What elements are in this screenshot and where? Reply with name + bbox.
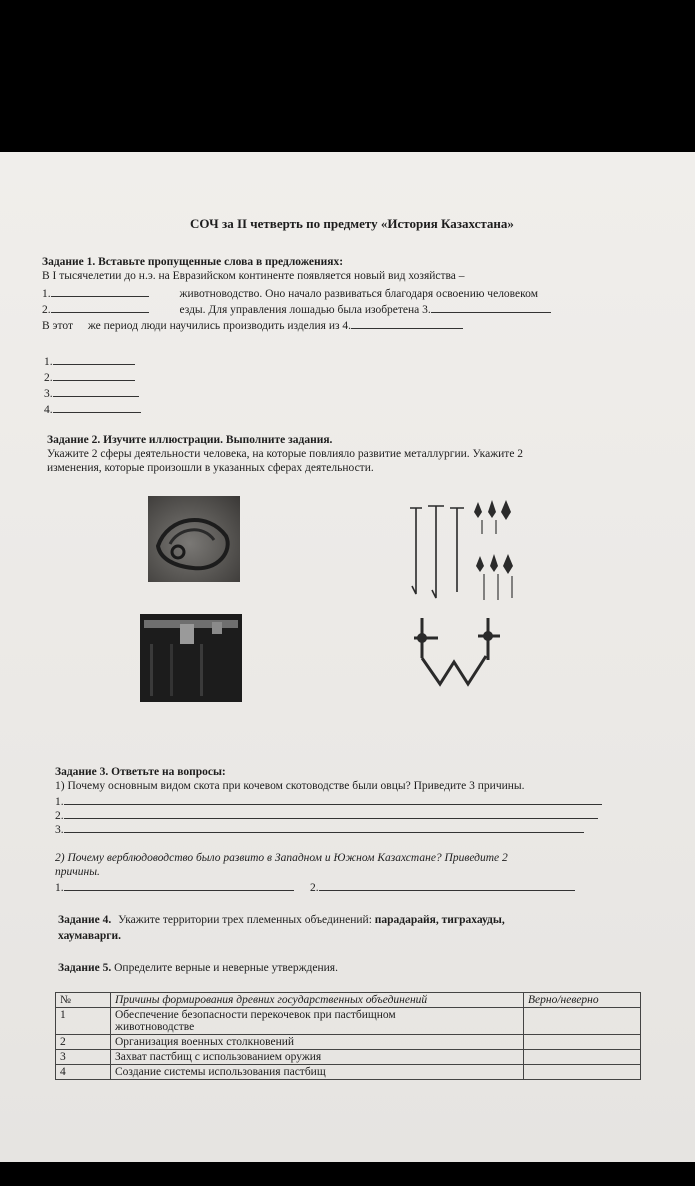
blank-3[interactable] — [431, 302, 551, 313]
q1-num-1: 1. — [55, 796, 64, 808]
answer-line-3 — [44, 386, 139, 400]
answer-num-2: 2. — [44, 372, 53, 384]
q1-blank-3[interactable] — [64, 822, 584, 833]
task1-line4-b: же период люди научились производить изделия из 4. — [87, 320, 352, 332]
row-num: 4 — [56, 1065, 111, 1080]
blank-label-1: 1. — [42, 288, 51, 300]
metal-artifact-icon — [140, 614, 242, 702]
task3-q2-answer-2 — [310, 880, 575, 894]
answer-line-1 — [44, 354, 135, 368]
worksheet-page — [0, 152, 695, 1162]
header-num: № — [56, 993, 111, 1008]
task1-line3-text: езды. Для управления лошадью была изобретена 3. — [179, 304, 431, 316]
blank-1[interactable] — [51, 286, 149, 297]
task4-names: парадарайя, тиграхауды, — [374, 914, 505, 926]
task1-line3 — [42, 302, 551, 316]
illustration-dark-photo — [140, 614, 242, 702]
row-num: 2 — [56, 1035, 111, 1050]
task4-line1 — [58, 914, 505, 926]
answer-num-1: 1. — [44, 356, 53, 368]
task4-text: Укажите территории трех племенных объединений: — [118, 914, 372, 926]
task2-line1: Укажите 2 сферы деятельности человека, на которые повлияло развитие металлургии. Укажите 2 — [47, 448, 524, 460]
task3-q1-answer-2 — [55, 808, 598, 822]
answer-line-2 — [44, 370, 135, 384]
row-answer-cell[interactable] — [524, 1050, 641, 1065]
true-false-table — [55, 992, 641, 1080]
q1-blank-1[interactable] — [64, 794, 602, 805]
answer-num-3: 3. — [44, 388, 53, 400]
task3-q1: 1) Почему основным видом скота при кочевом скотоводстве были овцы? Приведите 3 причины. — [55, 780, 525, 792]
answer-blank-1[interactable] — [53, 354, 135, 365]
row-text-b: животноводстве — [115, 1021, 195, 1033]
row-text: Захват пастбищ с использованием оружия — [111, 1050, 524, 1065]
task1-line1: В I тысячелетии до н.э. на Евразийском континенте появляется новый вид хозяйства – — [42, 270, 465, 282]
table-header-row — [56, 993, 641, 1008]
table-row — [56, 1050, 641, 1065]
horse-bit-icon — [408, 612, 504, 702]
task2-line2: изменения, которые произошли в указанных сферах деятельности. — [47, 462, 374, 474]
illustration-horse-bit — [408, 612, 504, 702]
q2-num-2: 2. — [310, 882, 319, 894]
task3-q2-line2: причины. — [55, 866, 100, 878]
task1-line4 — [42, 318, 463, 332]
illustration-bridle-photo — [148, 496, 240, 582]
task5-line — [58, 962, 338, 974]
row-text: Создание системы использования пастбищ — [111, 1065, 524, 1080]
row-answer-cell[interactable] — [524, 1035, 641, 1050]
header-reasons: Причины формирования древних государственных объединений — [111, 993, 524, 1008]
table-row — [56, 1008, 641, 1035]
answer-blank-4[interactable] — [53, 402, 141, 413]
illustration-daggers — [400, 494, 524, 606]
q2-blank-1[interactable] — [64, 880, 294, 891]
task1-line2 — [42, 286, 538, 300]
q2-num-1: 1. — [55, 882, 64, 894]
header-true-false: Верно/неверно — [524, 993, 641, 1008]
task3-q2-answer-1 — [55, 880, 294, 894]
page-title: СОЧ за II четверть по предмету «История Казахстана» — [190, 216, 514, 231]
row-text — [111, 1008, 524, 1035]
task2-heading: Задание 2. Изучите иллюстрации. Выполните задания. — [47, 434, 333, 446]
daggers-arrowheads-icon — [400, 494, 524, 606]
table-row — [56, 1035, 641, 1050]
row-num: 3 — [56, 1050, 111, 1065]
bridle-icon — [148, 496, 240, 582]
task4-line2: хаумаварги. — [58, 930, 121, 942]
row-num: 1 — [56, 1008, 111, 1035]
answer-num-4: 4. — [44, 404, 53, 416]
row-answer-cell[interactable] — [524, 1008, 641, 1035]
q2-blank-2[interactable] — [319, 880, 575, 891]
q1-blank-2[interactable] — [64, 808, 598, 819]
task3-q1-answer-1 — [55, 794, 602, 808]
blank-4[interactable] — [351, 318, 463, 329]
row-text: Организация военных столкновений — [111, 1035, 524, 1050]
answer-blank-3[interactable] — [53, 386, 139, 397]
task1-line2-text: животноводство. Оно начало развиваться благодаря освоению человеком — [179, 288, 538, 300]
task4-heading: Задание 4. — [58, 914, 112, 926]
task1-line4-a: В этот — [42, 320, 73, 332]
task1-heading: Задание 1. Вставьте пропущенные слова в предложениях: — [42, 256, 344, 268]
answer-line-4 — [44, 402, 141, 416]
table-row — [56, 1065, 641, 1080]
q1-num-2: 2. — [55, 810, 64, 822]
q1-num-3: 3. — [55, 824, 64, 836]
task5-text: Определите верные и неверные утверждения. — [114, 962, 338, 974]
task3-heading: Задание 3. Ответьте на вопросы: — [55, 766, 226, 778]
answer-blank-2[interactable] — [53, 370, 135, 381]
task5-heading: Задание 5. — [58, 962, 112, 974]
task3-q1-answer-3 — [55, 822, 584, 836]
task3-q2-line1: 2) Почему верблюдоводство было развито в Западном и Южном Казахстане? Приведите 2 — [55, 852, 508, 864]
blank-2[interactable] — [51, 302, 149, 313]
row-answer-cell[interactable] — [524, 1065, 641, 1080]
row-text-a: Обеспечение безопасности перекочевок при пастбищном — [115, 1009, 396, 1021]
blank-label-2: 2. — [42, 304, 51, 316]
